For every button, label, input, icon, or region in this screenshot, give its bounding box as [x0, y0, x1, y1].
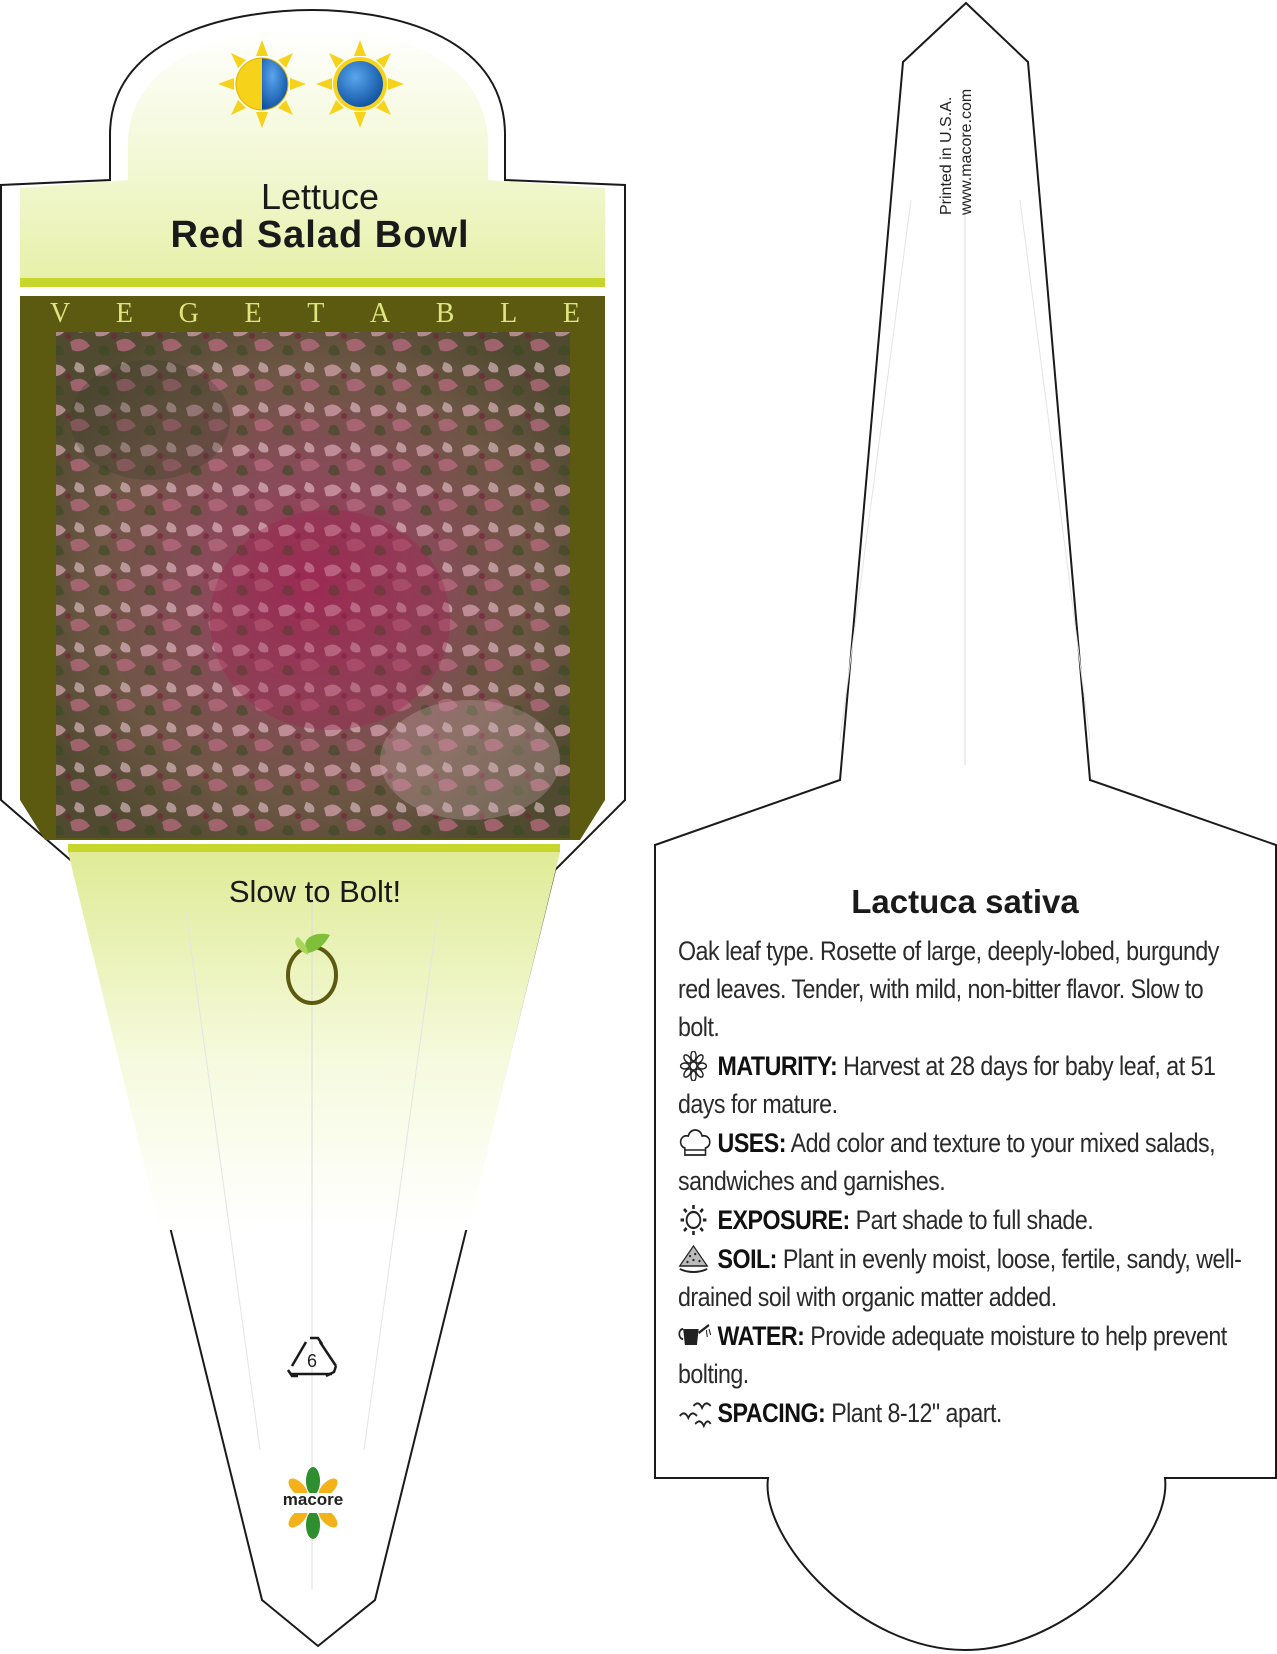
recycle-code: 6: [306, 1351, 317, 1371]
care-text: Harvest at 28 days for baby leaf, at 51 days for mature.: [678, 1051, 1216, 1119]
lettuce-photo: [56, 332, 570, 838]
chef-hat-icon: [678, 1128, 712, 1158]
part-sun-icon: [218, 40, 306, 128]
scientific-name: Lactuca sativa: [851, 883, 1079, 920]
category-letter: E: [244, 298, 262, 329]
care-label: WATER:: [717, 1321, 805, 1351]
website-line: www.macore.com: [958, 88, 975, 215]
care-text: Provide adequate moisture to help prevent bolting.: [678, 1321, 1227, 1389]
lower-lime-stripe: [68, 844, 560, 852]
category-letter: E: [562, 298, 580, 329]
care-item-water: [678, 1317, 1247, 1393]
care-description: [678, 932, 1247, 1433]
category-letter: B: [435, 298, 455, 329]
care-label: SPACING:: [717, 1398, 826, 1428]
care-item-spacing: [678, 1394, 1247, 1432]
care-text: Plant 8-12" apart.: [831, 1398, 1002, 1428]
printed-line: Printed in U.S.A.: [938, 96, 955, 215]
care-label: USES:: [717, 1128, 786, 1158]
category-letter: E: [115, 298, 133, 329]
care-item-maturity: [678, 1047, 1247, 1123]
category-letter: T: [307, 298, 325, 329]
sun-icon: [678, 1205, 712, 1235]
care-item-soil: [678, 1240, 1247, 1316]
care-label: MATURITY:: [717, 1051, 838, 1081]
category-letter: A: [369, 298, 391, 329]
printed-info: [937, 55, 977, 215]
care-text: Add color and texture to your mixed salads, sandwiches and garnishes.: [678, 1128, 1216, 1196]
care-text: Plant in evenly moist, loose, fertile, sandy, well-drained soil with organic matter added.: [678, 1244, 1242, 1312]
spacing-icon: [678, 1398, 712, 1428]
care-item-exposure: [678, 1201, 1247, 1239]
header-lime-stripe: [20, 278, 605, 287]
soil-icon: [678, 1244, 712, 1274]
category-letter: G: [178, 298, 199, 329]
description-text: Oak leaf type. Rosette of large, deeply-lobed, burgundy red leaves. Tender, with mild, non-bitter flavor. Slow to bolt.: [678, 936, 1219, 1042]
common-name: Lettuce: [260, 176, 380, 217]
care-text: Part shade to full shade.: [855, 1205, 1094, 1235]
care-label: SOIL:: [717, 1244, 777, 1274]
category-label: [50, 298, 580, 330]
care-label: EXPOSURE:: [717, 1205, 850, 1235]
full-shade-icon: [316, 40, 404, 128]
care-item-uses: [678, 1124, 1247, 1200]
category-letter: L: [500, 298, 518, 329]
variety-name: Red Salad Bowl: [170, 214, 470, 256]
tagline: Slow to Bolt!: [228, 874, 402, 909]
watering-can-icon: [678, 1321, 712, 1351]
brand-name: macore: [282, 1490, 344, 1509]
flower-icon: [678, 1051, 712, 1081]
category-letter: V: [50, 298, 71, 329]
